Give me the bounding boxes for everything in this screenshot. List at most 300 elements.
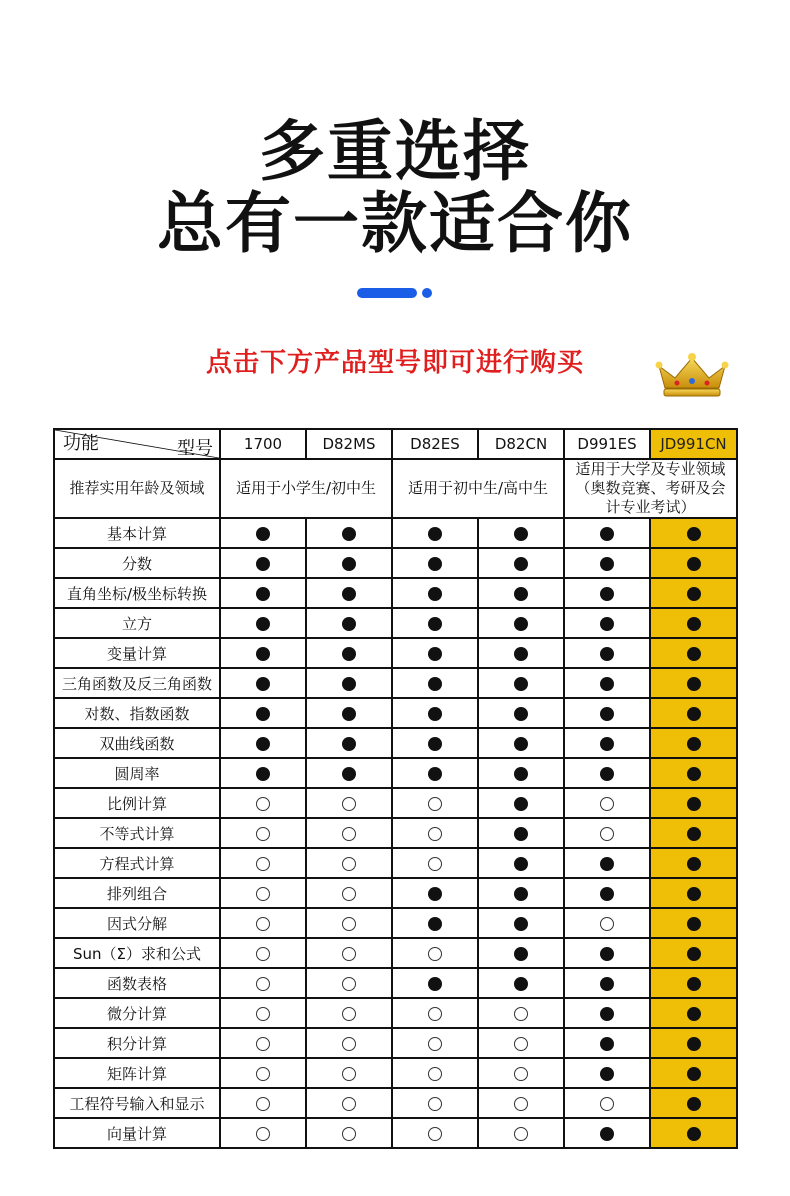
filled-dot-icon	[428, 677, 442, 691]
filled-dot-icon	[687, 767, 701, 781]
age-row	[54, 459, 737, 518]
support-cell	[392, 578, 478, 608]
empty-dot-icon	[342, 887, 356, 901]
feature-name: 圆周率	[54, 758, 220, 788]
filled-dot-icon	[687, 677, 701, 691]
filled-dot-icon	[342, 527, 356, 541]
feature-row	[54, 758, 737, 788]
support-cell	[220, 698, 306, 728]
filled-dot-icon	[342, 587, 356, 601]
empty-dot-icon	[342, 1067, 356, 1081]
feature-row	[54, 878, 737, 908]
decorative-dot	[422, 288, 432, 298]
support-cell	[478, 938, 564, 968]
filled-dot-icon	[687, 587, 701, 601]
filled-dot-icon	[428, 647, 442, 661]
support-cell	[564, 788, 650, 818]
support-cell	[650, 938, 737, 968]
support-cell	[306, 1058, 392, 1088]
feature-row	[54, 638, 737, 668]
filled-dot-icon	[687, 977, 701, 991]
headline-line-2: 总有一款适合你	[157, 185, 633, 262]
support-cell	[478, 908, 564, 938]
feature-name: 变量计算	[54, 638, 220, 668]
feature-row	[54, 1118, 737, 1148]
support-cell	[650, 998, 737, 1028]
feature-name: 对数、指数函数	[54, 698, 220, 728]
empty-dot-icon	[342, 1037, 356, 1051]
support-cell	[392, 788, 478, 818]
filled-dot-icon	[514, 707, 528, 721]
support-cell	[650, 578, 737, 608]
support-cell	[478, 1028, 564, 1058]
filled-dot-icon	[428, 977, 442, 991]
filled-dot-icon	[600, 587, 614, 601]
age-label: 推荐实用年龄及领域	[54, 459, 220, 518]
model-jd991cn-link[interactable]: JD991CN	[650, 429, 737, 459]
support-cell	[392, 548, 478, 578]
support-cell	[650, 908, 737, 938]
filled-dot-icon	[514, 647, 528, 661]
support-cell	[564, 728, 650, 758]
empty-dot-icon	[514, 1007, 528, 1021]
support-cell	[650, 1118, 737, 1148]
support-cell	[650, 518, 737, 548]
feature-name: 矩阵计算	[54, 1058, 220, 1088]
feature-row	[54, 818, 737, 848]
filled-dot-icon	[428, 527, 442, 541]
feature-row	[54, 578, 737, 608]
support-cell	[650, 698, 737, 728]
filled-dot-icon	[514, 557, 528, 571]
feature-row	[54, 1028, 737, 1058]
filled-dot-icon	[687, 1037, 701, 1051]
support-cell	[650, 788, 737, 818]
support-cell	[220, 1058, 306, 1088]
support-cell	[564, 1118, 650, 1148]
empty-dot-icon	[256, 977, 270, 991]
filled-dot-icon	[256, 707, 270, 721]
filled-dot-icon	[687, 617, 701, 631]
support-cell	[392, 698, 478, 728]
filled-dot-icon	[256, 587, 270, 601]
filled-dot-icon	[687, 647, 701, 661]
support-cell	[392, 848, 478, 878]
feature-name: 三角函数及反三角函数	[54, 668, 220, 698]
support-cell	[220, 848, 306, 878]
feature-row	[54, 548, 737, 578]
feature-name: 直角坐标/极坐标转换	[54, 578, 220, 608]
support-cell	[392, 728, 478, 758]
support-cell	[478, 728, 564, 758]
filled-dot-icon	[600, 977, 614, 991]
support-cell	[306, 908, 392, 938]
filled-dot-icon	[687, 1067, 701, 1081]
support-cell	[220, 938, 306, 968]
support-cell	[650, 608, 737, 638]
support-cell	[392, 998, 478, 1028]
empty-dot-icon	[342, 1127, 356, 1141]
support-cell	[220, 668, 306, 698]
support-cell	[306, 878, 392, 908]
feature-row	[54, 968, 737, 998]
feature-name: 向量计算	[54, 1118, 220, 1148]
filled-dot-icon	[428, 767, 442, 781]
filled-dot-icon	[600, 1067, 614, 1081]
empty-dot-icon	[600, 1097, 614, 1111]
empty-dot-icon	[514, 1127, 528, 1141]
empty-dot-icon	[256, 887, 270, 901]
empty-dot-icon	[256, 1007, 270, 1021]
support-cell	[564, 998, 650, 1028]
support-cell	[650, 758, 737, 788]
empty-dot-icon	[428, 1037, 442, 1051]
support-cell	[392, 878, 478, 908]
empty-dot-icon	[256, 1127, 270, 1141]
feature-name: 立方	[54, 608, 220, 638]
model-label: 型号	[177, 438, 213, 459]
empty-dot-icon	[342, 1007, 356, 1021]
feature-name: 排列组合	[54, 878, 220, 908]
filled-dot-icon	[687, 827, 701, 841]
support-cell	[564, 698, 650, 728]
filled-dot-icon	[600, 1037, 614, 1051]
empty-dot-icon	[256, 1037, 270, 1051]
filled-dot-icon	[514, 617, 528, 631]
feature-row	[54, 788, 737, 818]
filled-dot-icon	[687, 737, 701, 751]
support-cell	[306, 1028, 392, 1058]
support-cell	[392, 1058, 478, 1088]
support-cell	[478, 518, 564, 548]
feature-name: 分数	[54, 548, 220, 578]
support-cell	[650, 968, 737, 998]
support-cell	[220, 578, 306, 608]
feature-name: 双曲线函数	[54, 728, 220, 758]
support-cell	[220, 908, 306, 938]
filled-dot-icon	[256, 617, 270, 631]
filled-dot-icon	[428, 917, 442, 931]
filled-dot-icon	[687, 1007, 701, 1021]
filled-dot-icon	[600, 737, 614, 751]
support-cell	[478, 698, 564, 728]
support-cell	[478, 758, 564, 788]
support-cell	[392, 758, 478, 788]
filled-dot-icon	[342, 737, 356, 751]
support-cell	[650, 1028, 737, 1058]
feature-name: 函数表格	[54, 968, 220, 998]
support-cell	[478, 788, 564, 818]
support-cell	[564, 878, 650, 908]
support-cell	[478, 1058, 564, 1088]
filled-dot-icon	[600, 647, 614, 661]
support-cell	[392, 908, 478, 938]
support-cell	[220, 788, 306, 818]
feature-row	[54, 848, 737, 878]
support-cell	[650, 668, 737, 698]
support-cell	[478, 638, 564, 668]
support-cell	[478, 548, 564, 578]
empty-dot-icon	[428, 947, 442, 961]
filled-dot-icon	[600, 947, 614, 961]
filled-dot-icon	[256, 677, 270, 691]
filled-dot-icon	[687, 527, 701, 541]
support-cell	[220, 1088, 306, 1118]
model-comparison-table	[53, 428, 738, 1149]
purchase-instruction: 点击下方产品型号即可进行购买	[205, 348, 584, 378]
feature-row	[54, 1058, 737, 1088]
filled-dot-icon	[342, 677, 356, 691]
empty-dot-icon	[428, 857, 442, 871]
model-d991es-link[interactable]: D991ES	[564, 429, 650, 459]
support-cell	[478, 878, 564, 908]
support-cell	[220, 818, 306, 848]
support-cell	[306, 788, 392, 818]
support-cell	[306, 638, 392, 668]
support-cell	[564, 758, 650, 788]
filled-dot-icon	[514, 527, 528, 541]
empty-dot-icon	[514, 1067, 528, 1081]
support-cell	[650, 878, 737, 908]
empty-dot-icon	[342, 1097, 356, 1111]
support-cell	[306, 998, 392, 1028]
support-cell	[564, 668, 650, 698]
support-cell	[478, 818, 564, 848]
filled-dot-icon	[687, 797, 701, 811]
filled-dot-icon	[600, 677, 614, 691]
support-cell	[220, 638, 306, 668]
support-cell	[220, 968, 306, 998]
model-1700-link[interactable]: 1700	[220, 429, 306, 459]
filled-dot-icon	[514, 827, 528, 841]
empty-dot-icon	[428, 797, 442, 811]
feature-name: Sun（Σ）求和公式	[54, 938, 220, 968]
filled-dot-icon	[514, 917, 528, 931]
filled-dot-icon	[514, 737, 528, 751]
feature-name: 比例计算	[54, 788, 220, 818]
support-cell	[220, 998, 306, 1028]
empty-dot-icon	[342, 917, 356, 931]
support-cell	[220, 1118, 306, 1148]
filled-dot-icon	[600, 557, 614, 571]
filled-dot-icon	[256, 737, 270, 751]
empty-dot-icon	[256, 857, 270, 871]
filled-dot-icon	[514, 797, 528, 811]
empty-dot-icon	[428, 827, 442, 841]
empty-dot-icon	[256, 1067, 270, 1081]
support-cell	[650, 1088, 737, 1118]
support-cell	[306, 938, 392, 968]
support-cell	[564, 518, 650, 548]
support-cell	[306, 758, 392, 788]
support-cell	[564, 848, 650, 878]
model-d82cn-link[interactable]: D82CN	[478, 429, 564, 459]
support-cell	[650, 638, 737, 668]
filled-dot-icon	[514, 677, 528, 691]
support-cell	[220, 758, 306, 788]
model-d82ms-link[interactable]: D82MS	[306, 429, 392, 459]
feature-row	[54, 728, 737, 758]
filled-dot-icon	[687, 887, 701, 901]
support-cell	[306, 848, 392, 878]
filled-dot-icon	[514, 857, 528, 871]
feature-row	[54, 518, 737, 548]
support-cell	[650, 728, 737, 758]
support-cell	[478, 848, 564, 878]
filled-dot-icon	[600, 767, 614, 781]
support-cell	[306, 818, 392, 848]
feature-name: 方程式计算	[54, 848, 220, 878]
feature-name: 积分计算	[54, 1028, 220, 1058]
empty-dot-icon	[256, 797, 270, 811]
empty-dot-icon	[428, 1007, 442, 1021]
support-cell	[306, 668, 392, 698]
support-cell	[392, 818, 478, 848]
support-cell	[220, 1028, 306, 1058]
filled-dot-icon	[514, 887, 528, 901]
empty-dot-icon	[600, 797, 614, 811]
support-cell	[306, 698, 392, 728]
support-cell	[478, 1088, 564, 1118]
filled-dot-icon	[428, 617, 442, 631]
model-d82es-link[interactable]: D82ES	[392, 429, 478, 459]
filled-dot-icon	[428, 587, 442, 601]
support-cell	[650, 1058, 737, 1088]
headline-line-1: 多重选择	[259, 113, 531, 190]
empty-dot-icon	[514, 1097, 528, 1111]
feature-name: 基本计算	[54, 518, 220, 548]
feature-row	[54, 938, 737, 968]
filled-dot-icon	[256, 647, 270, 661]
feature-row	[54, 908, 737, 938]
filled-dot-icon	[342, 557, 356, 571]
function-label: 功能	[63, 433, 99, 454]
filled-dot-icon	[600, 707, 614, 721]
empty-dot-icon	[342, 797, 356, 811]
support-cell	[306, 1088, 392, 1118]
filled-dot-icon	[600, 617, 614, 631]
support-cell	[392, 668, 478, 698]
empty-dot-icon	[256, 1097, 270, 1111]
filled-dot-icon	[687, 707, 701, 721]
empty-dot-icon	[256, 827, 270, 841]
support-cell	[650, 548, 737, 578]
filled-dot-icon	[256, 557, 270, 571]
filled-dot-icon	[687, 857, 701, 871]
filled-dot-icon	[428, 557, 442, 571]
corner-header	[54, 429, 220, 459]
age-group-university: 适用于大学及专业领域（奥数竞赛、考研及会计专业考试）	[564, 459, 737, 518]
support-cell	[220, 518, 306, 548]
support-cell	[306, 518, 392, 548]
support-cell	[564, 578, 650, 608]
feature-row	[54, 668, 737, 698]
support-cell	[564, 608, 650, 638]
filled-dot-icon	[687, 1127, 701, 1141]
feature-name: 因式分解	[54, 908, 220, 938]
empty-dot-icon	[600, 827, 614, 841]
empty-dot-icon	[514, 1037, 528, 1051]
filled-dot-icon	[687, 557, 701, 571]
filled-dot-icon	[600, 1127, 614, 1141]
support-cell	[392, 938, 478, 968]
empty-dot-icon	[428, 1097, 442, 1111]
support-cell	[478, 968, 564, 998]
support-cell	[392, 638, 478, 668]
age-group-secondary: 适用于初中生/高中生	[392, 459, 564, 518]
support-cell	[392, 1028, 478, 1058]
support-cell	[220, 548, 306, 578]
model-header-row	[54, 429, 737, 459]
support-cell	[478, 608, 564, 638]
support-cell	[306, 548, 392, 578]
support-cell	[650, 848, 737, 878]
filled-dot-icon	[342, 647, 356, 661]
support-cell	[392, 1088, 478, 1118]
filled-dot-icon	[514, 977, 528, 991]
support-cell	[220, 608, 306, 638]
feature-row	[54, 998, 737, 1028]
age-group-primary: 适用于小学生/初中生	[220, 459, 392, 518]
support-cell	[564, 638, 650, 668]
support-cell	[478, 998, 564, 1028]
filled-dot-icon	[600, 887, 614, 901]
empty-dot-icon	[428, 1067, 442, 1081]
support-cell	[564, 548, 650, 578]
support-cell	[564, 1058, 650, 1088]
filled-dot-icon	[600, 857, 614, 871]
support-cell	[306, 608, 392, 638]
filled-dot-icon	[342, 707, 356, 721]
feature-name: 微分计算	[54, 998, 220, 1028]
filled-dot-icon	[687, 917, 701, 931]
support-cell	[650, 818, 737, 848]
feature-row	[54, 1088, 737, 1118]
empty-dot-icon	[342, 977, 356, 991]
empty-dot-icon	[256, 917, 270, 931]
empty-dot-icon	[600, 917, 614, 931]
empty-dot-icon	[342, 827, 356, 841]
support-cell	[564, 968, 650, 998]
support-cell	[392, 518, 478, 548]
support-cell	[564, 908, 650, 938]
support-cell	[478, 578, 564, 608]
support-cell	[564, 938, 650, 968]
filled-dot-icon	[687, 1097, 701, 1111]
feature-row	[54, 608, 737, 638]
empty-dot-icon	[342, 947, 356, 961]
support-cell	[564, 818, 650, 848]
support-cell	[392, 1118, 478, 1148]
crown-icon	[655, 352, 729, 398]
filled-dot-icon	[600, 527, 614, 541]
support-cell	[564, 1028, 650, 1058]
decorative-bar	[357, 288, 417, 298]
filled-dot-icon	[514, 587, 528, 601]
filled-dot-icon	[342, 617, 356, 631]
feature-name: 工程符号输入和显示	[54, 1088, 220, 1118]
filled-dot-icon	[514, 767, 528, 781]
support-cell	[220, 728, 306, 758]
filled-dot-icon	[256, 767, 270, 781]
empty-dot-icon	[428, 1127, 442, 1141]
filled-dot-icon	[428, 737, 442, 751]
filled-dot-icon	[428, 887, 442, 901]
filled-dot-icon	[342, 767, 356, 781]
filled-dot-icon	[514, 947, 528, 961]
support-cell	[392, 968, 478, 998]
support-cell	[478, 668, 564, 698]
